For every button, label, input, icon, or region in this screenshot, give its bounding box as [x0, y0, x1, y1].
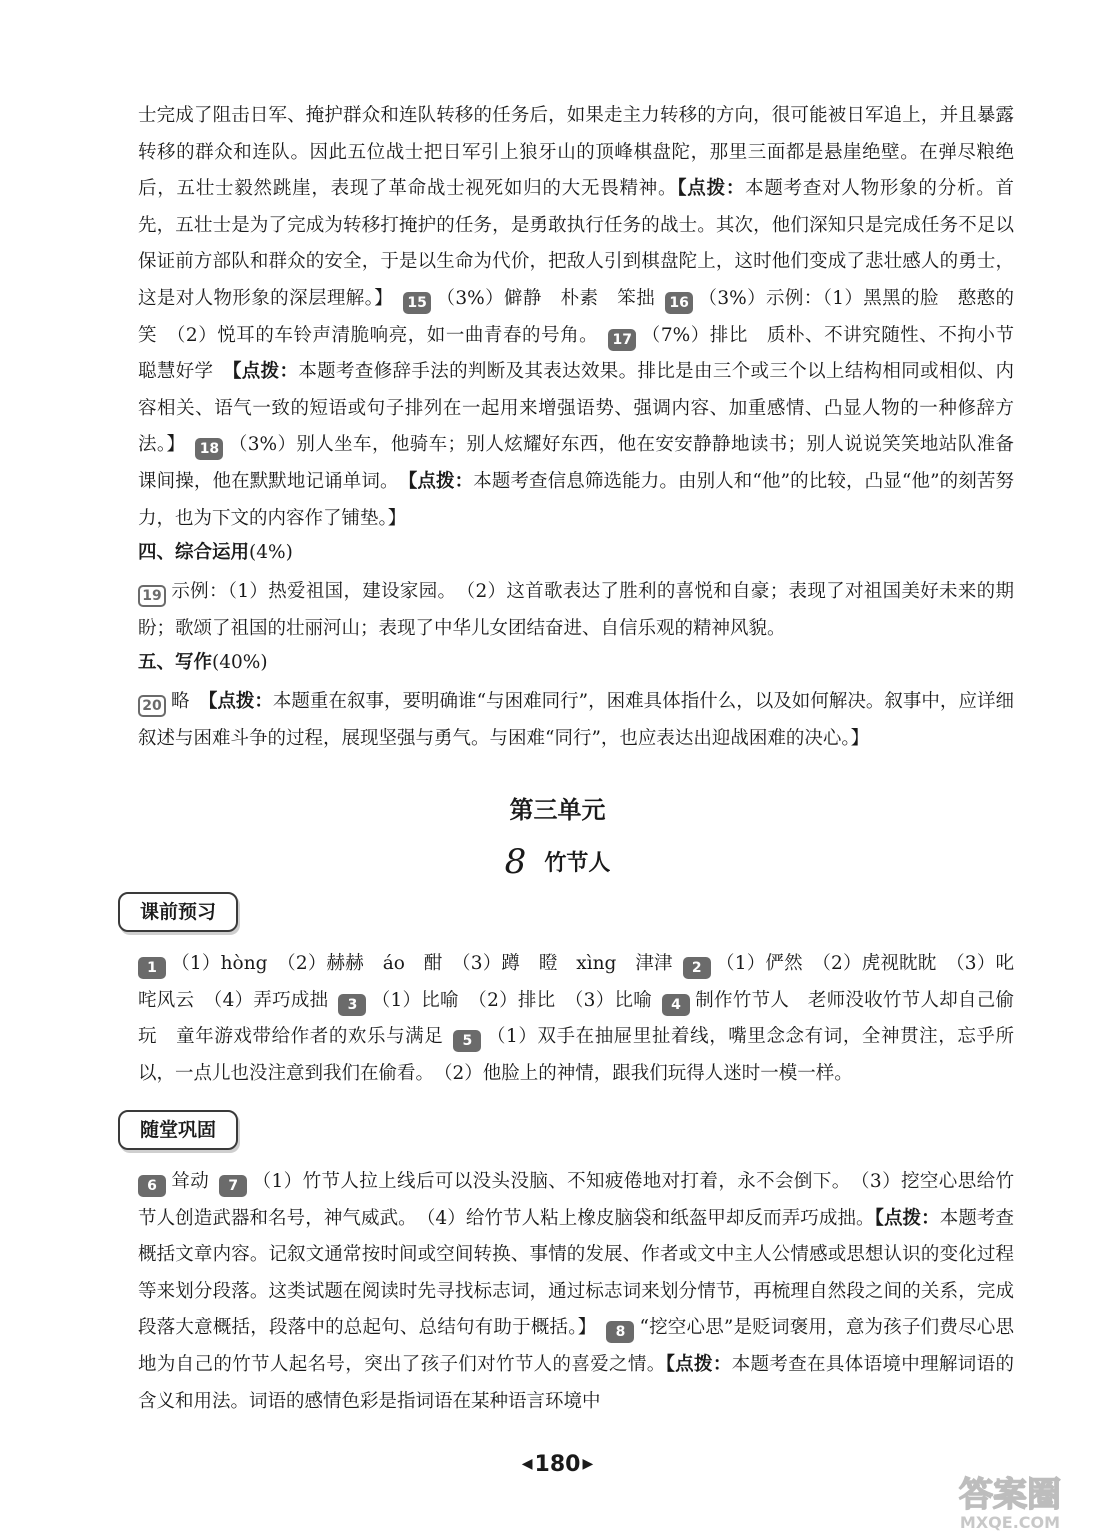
answer-text: “挖空心思”是贬词褒用，意为孩子们费尽心思地为自己的竹节人起名号，突出了孩子们对竹节人的喜爱之情。	[138, 1317, 1014, 1375]
answer-text: （1）竹节人拉上线后可以没头没脑、不知疲倦地对打着，永不会倒下。 （3）挖空心思给竹节人创造武器和名号，神气威武。 （4）给竹节人粘上橡皮脑袋和纸盔甲却反而弄巧成拙。	[138, 1171, 1014, 1229]
top-paragraph	[138, 98, 1033, 537]
answer-text: （3%）僻静 朴素 笨拙	[436, 287, 656, 309]
question-number-badge: 2	[683, 957, 711, 979]
answer-text: （1）hòng （2）赫赫 áo 酣 （3）蹲 瞪 xìng 津津	[171, 953, 673, 974]
watermark-url: MXQE.COM	[959, 1513, 1061, 1532]
tip-label: 【点拨：	[232, 361, 299, 383]
tip-label: 【点拨：	[874, 1207, 940, 1229]
tip-label: 【点拨：	[208, 691, 273, 712]
consolidate-answers	[138, 1164, 1014, 1420]
lesson-title	[0, 842, 1115, 882]
section-4-answer	[138, 574, 1014, 647]
question-number-badge: 1	[138, 957, 166, 979]
page-right-arrow-icon: ▶	[582, 1456, 594, 1472]
question-number-badge: 18	[195, 438, 223, 460]
answer-text: （1）双手在抽屉里扯着线，嘴里念念有词，全神贯注，忘乎所以，一点儿也没注意到我们在偷看。 （2）他脸上的神情，跟我们玩得人迷时一模一样。	[138, 1026, 1014, 1084]
consolidate-section-box: 随堂巩固	[118, 1110, 238, 1150]
answer-text: 本题考查概括文章内容。记叙文通常按时间或空间转换、事情的发展、作者或文中主人公情感或思想认识的变化过程等来划分段落。这类试题在阅读时先寻找标志词，通过标志词来划分情节，再梳理自然段之间的关系，完成段落大意概括，段落中的总起句、总结句有助于概括。】	[138, 1207, 1014, 1339]
page-left-arrow-icon: ◀	[521, 1456, 533, 1472]
tip-label: 【点拨：	[665, 1353, 732, 1375]
section-4-title: 四、综合运用	[138, 542, 250, 563]
answer-text: 本题考查对人物形象的分析。首先，五壮士是为了完成为转移打掩护的任务，是勇敢执行任务的战士。其次，他们深知只是完成任务不足以保证前方部队和群众的安全，于是以生命为代价，把敌人引到棋盘陀上，这时他们变成了悲壮感人的勇士，这是对人物形象的深层理解。】	[138, 178, 1014, 309]
question-number-badge: 15	[403, 292, 431, 314]
lesson-number: 8	[504, 842, 527, 882]
question-number-badge: 7	[219, 1175, 247, 1197]
watermark-text: 答案圈	[959, 1475, 1061, 1515]
question-number-badge: 17	[608, 329, 636, 351]
section-4-score: (4%)	[249, 542, 293, 563]
page-number-value: 180	[534, 1452, 581, 1477]
answer-text: （3%）示例：（1）黑黑的脸 憨憨的笑 （2）悦耳的车铃声清脆响亮，如一曲青春的号角。	[138, 287, 1014, 346]
section-5-heading	[138, 648, 268, 674]
tip-label: 【点拨：	[677, 178, 746, 200]
section-5-score: (40%)	[212, 652, 268, 673]
question-number-badge: 16	[665, 292, 693, 314]
preview-answers	[138, 946, 1014, 1092]
answer-text: （3%）别人坐车，他骑车；别人炫耀好东西，他在安安静静地读书；别人说说笑笑地站队准备课间操，他在默默地记诵单词。	[138, 434, 1014, 492]
question-number-badge: 6	[138, 1175, 166, 1197]
answer-text: 示例：（1）热爱祖国，建设家园。 （2）这首歌表达了胜利的喜悦和自豪；表现了对祖国美好未来的期盼；歌颂了祖国的壮丽河山；表现了中华儿女团结奋进、自信乐观的精神风貌。	[138, 581, 1014, 639]
answer-text: 本题重在叙事，要明确谁“与困难同行”，困难具体指什么，以及如何解决。叙事中，应详细叙述与困难斗争的过程，展现坚强与勇气。与困难“同行”，也应表达出迎战困难的决心。】	[138, 691, 1014, 749]
answer-text: 制作竹节人 老师没收竹节人却自己偷玩 童年游戏带给作者的欢乐与满足	[138, 989, 1015, 1048]
lesson-name: 竹节人	[544, 851, 611, 876]
answer-text: （1）比喻 （2）排比 （3）比喻	[371, 989, 653, 1011]
answer-text: 本题考查在具体语境中理解词语的含义和用法。词语的感情色彩是指词语在某种语言环境中	[138, 1353, 1014, 1412]
watermark-logo	[915, 1468, 1105, 1532]
answer-text: 略	[171, 691, 209, 712]
question-number-badge: 5	[453, 1030, 481, 1052]
question-number-badge: 19	[138, 585, 166, 607]
section-5-title: 五、写作	[138, 652, 213, 673]
answer-text: 耸动	[171, 1171, 210, 1192]
preview-section-box: 课前预习	[118, 892, 238, 932]
answer-text: （7%）排比 质朴、不讲究随性、不拘小节 聪慧好学	[138, 324, 1033, 383]
section-4-heading	[138, 538, 293, 564]
answer-text: 士完成了阻击日军、掩护群众和连队转移的任务后，如果走主力转移的方向，很可能被日军追上，并且暴露转移的群众和连队。因此五位战士把日军引上狼牙山的顶峰棋盘陀，那里三面都是悬崖绝壁。在弹尽粮绝后，五壮士毅然跳崖，表现了革命战士视死如归的大无畏精神。	[138, 105, 1014, 200]
answer-text: （1）俨然 （2）虎视眈眈 （3）叱咤风云 （4）弄巧成拙	[138, 953, 1015, 1011]
answer-text: 本题考查信息筛选能力。由别人和“他”的比较，凸显“他”的刻苦努力，也为下文的内容作了铺垫。】	[138, 470, 1014, 529]
question-number-badge: 20	[138, 695, 166, 717]
tip-label: 【点拨：	[407, 470, 474, 492]
question-number-badge: 4	[662, 994, 690, 1016]
unit-title: 第三单元	[509, 796, 606, 824]
section-5-answer	[138, 684, 1014, 757]
answer-text: 本题考查修辞手法的判断及其表达效果。排比是由三个或三个以上结构相同或相似、内容相关、语气一致的短语或句子排列在一起用来增强语势、强调内容、加重感情、凸显人物的一种修辞方法。】	[138, 361, 1014, 456]
question-number-badge: 8	[606, 1321, 634, 1343]
question-number-badge: 3	[338, 994, 366, 1016]
